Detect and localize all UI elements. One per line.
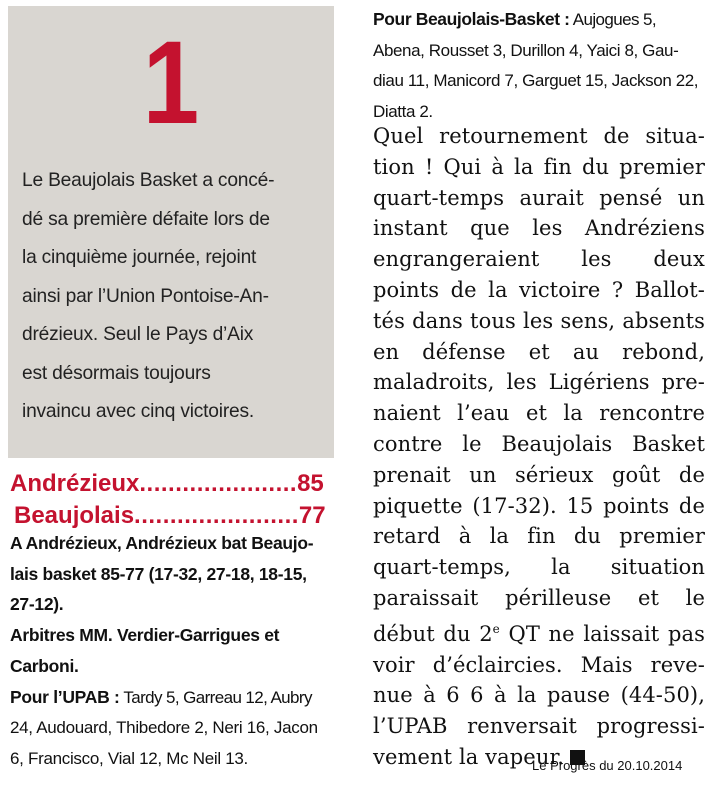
referees-line: Carboni. bbox=[10, 655, 79, 676]
sidebar-line: Le Beaujolais Basket a concé- bbox=[22, 170, 275, 191]
leader-dots: ...................... bbox=[139, 470, 298, 497]
article-line: contre le Beaujolais Basket bbox=[373, 431, 705, 456]
article-line: instant que les Andréziens bbox=[373, 216, 705, 241]
beaujolais-line: Abena, Rousset 3, Durillon 4, Yaici 8, Gau- bbox=[373, 40, 679, 60]
source-caption: Le Progrès du 20.10.2014 bbox=[532, 758, 683, 773]
beaujolais-line: diau 11, Manicord 7, Garguet 15, Jackson 22, bbox=[373, 71, 699, 90]
home-points: 85 bbox=[297, 470, 324, 497]
match-summary-line: 27-12). bbox=[10, 594, 64, 615]
article-fragment: début du 2 bbox=[373, 621, 493, 646]
article-line: points de la victoire ? Ballot- bbox=[373, 277, 705, 302]
match-details bbox=[10, 528, 338, 775]
sidebar-line: la cinquième journée, rejoint bbox=[22, 247, 257, 268]
sidebar-text bbox=[22, 162, 326, 432]
article-line: voir d’éclaircies. Mais reve- bbox=[373, 652, 705, 677]
article-line: naient l’eau et la rencontre bbox=[373, 401, 705, 426]
article-body bbox=[373, 121, 705, 773]
sidebar-line: est désormais toujours bbox=[22, 362, 211, 384]
away-team: Beaujolais bbox=[14, 502, 135, 529]
upab-label: Pour l’UPAB : bbox=[10, 686, 120, 707]
match-summary-line: A Andrézieux, Andrézieux bat Beaujo- bbox=[10, 533, 314, 553]
article-line: l’UPAB renversait progressi- bbox=[373, 714, 705, 739]
sidebar-line: dé sa première défaite lors de bbox=[22, 208, 270, 230]
article-line: en défense et au rebond, bbox=[373, 339, 705, 364]
score-away bbox=[14, 502, 340, 530]
article-line: quart-temps aurait pensé un bbox=[373, 185, 705, 210]
article-line: engrangeraient les deux bbox=[373, 247, 705, 272]
away-points: 77 bbox=[298, 502, 326, 529]
article-fragment: QT ne laissait pas bbox=[499, 621, 705, 646]
beaujolais-label: Pour Beaujolais-Basket : bbox=[373, 9, 570, 29]
article-line: Quel retournement de situa- bbox=[373, 124, 705, 148]
upab-players: Tardy 5, Garreau 12, Aubry bbox=[119, 687, 312, 707]
sidebar-box bbox=[8, 6, 334, 458]
beaujolais-line: Diatta 2. bbox=[373, 101, 433, 121]
article-line: nue à 6 6 à la pause (44-50), bbox=[373, 683, 705, 708]
match-summary-line: lais basket 85-77 (17-32, 27-18, 18-15, bbox=[10, 563, 307, 584]
beaujolais-line bbox=[373, 4, 703, 36]
home-team: Andrézieux bbox=[10, 470, 140, 497]
beaujolais-players: Aujogues 5, bbox=[569, 10, 656, 29]
upab-line: 6, Francisco, Vial 12, Mc Neil 13. bbox=[10, 748, 248, 768]
beaujolais-lineup bbox=[373, 4, 703, 127]
sidebar-line: invaincu avec cinq victoires. bbox=[22, 401, 255, 422]
sidebar-line: ainsi par l’Union Pontoise-An- bbox=[22, 285, 269, 307]
article-line: tion ! Qui à la fin du premier bbox=[373, 154, 705, 179]
score-home bbox=[10, 470, 336, 498]
leader-dots: ....................... bbox=[134, 502, 299, 529]
big-number: 1 bbox=[142, 17, 200, 149]
article-line: retard à la fin du premier bbox=[373, 524, 705, 549]
article-line: paraissait périlleuse et le bbox=[373, 585, 705, 610]
article-line bbox=[373, 614, 705, 650]
superscript: e bbox=[492, 621, 500, 636]
article-line: piquette (17-32). 15 points de bbox=[373, 493, 705, 518]
article-line: prenait un sérieux goût de bbox=[373, 462, 705, 487]
upab-line bbox=[10, 682, 338, 714]
sidebar-line: drézieux. Seul le Pays d’Aix bbox=[22, 324, 254, 345]
referees-line: Arbitres MM. Verdier-Garrigues et bbox=[10, 625, 280, 646]
upab-line: 24, Audouard, Thibedore 2, Neri 16, Jacon bbox=[10, 718, 318, 738]
article-fragment: vement la vapeur. bbox=[373, 744, 565, 769]
article-line: tés dans tous les sens, absents bbox=[373, 308, 705, 333]
article-line: quart-temps, la situation bbox=[373, 555, 705, 580]
article-line: maladroits, les Ligériens pre- bbox=[373, 370, 705, 395]
